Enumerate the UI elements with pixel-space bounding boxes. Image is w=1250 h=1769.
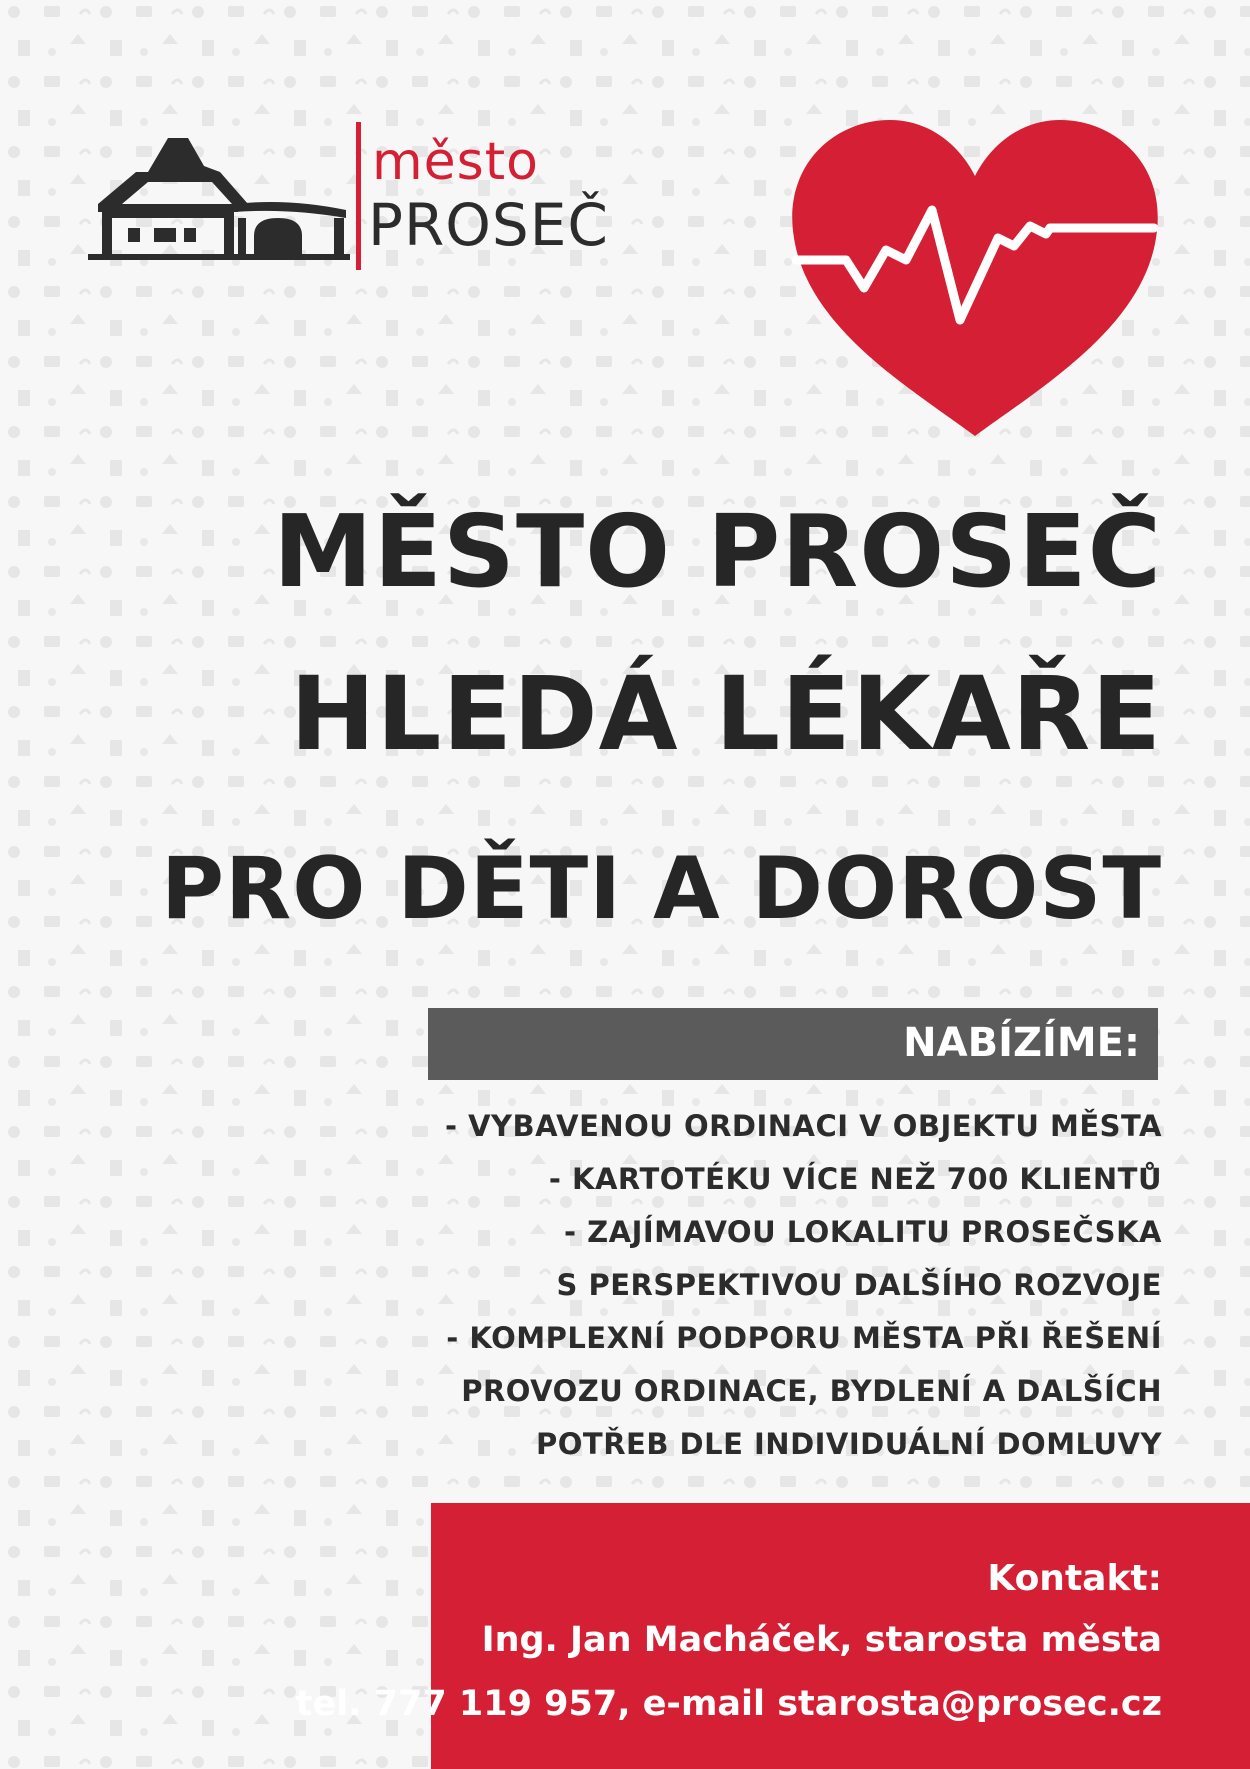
headline-line-1: MĚSTO PROSEČ — [273, 493, 1162, 610]
town-logo — [88, 122, 658, 272]
contact-box — [295, 1503, 1250, 1769]
logo-big-text: PROSEČ — [368, 191, 609, 259]
headline-line-3: PRO DĚTI A DOROST — [161, 839, 1162, 939]
contact-label: Kontakt: — [987, 1558, 1162, 1599]
offer-item: - ZAJÍMAVOU LOKALITU PROSEČSKA — [563, 1215, 1162, 1249]
offer-item: - KOMPLEXNÍ PODPORU MĚSTA PŘI ŘEŠENÍ — [446, 1321, 1162, 1355]
offer-list — [402, 1100, 1162, 1471]
offer-item: S PERSPEKTIVOU DALŠÍHO ROZVOJE — [556, 1268, 1162, 1302]
contact-details: tel. 777 119 957, e-mail starosta@prosec.cz — [295, 1684, 1162, 1724]
offer-item: PROVOZU ORDINACE, BYDLENÍ A DALŠÍCH — [461, 1374, 1162, 1408]
contact-person: Ing. Jan Macháček, starosta města — [481, 1620, 1162, 1660]
offer-label: NABÍZÍME: — [903, 1020, 1140, 1066]
town-house-icon — [88, 132, 350, 260]
offer-item: - VYBAVENOU ORDINACI V OBJEKTU MĚSTA — [444, 1109, 1162, 1143]
offer-header-bar — [428, 1008, 1158, 1080]
logo-divider — [356, 122, 361, 270]
offer-item: POTŘEB DLE INDIVIDUÁLNÍ DOMLUVY — [536, 1427, 1162, 1461]
heart-pulse-icon — [790, 118, 1160, 436]
logo-small-text: město — [372, 132, 539, 192]
headline-line-2: HLEDÁ LÉKAŘE — [289, 655, 1162, 774]
offer-item: - KARTOTÉKU VÍCE NEŽ 700 KLIENTŮ — [548, 1162, 1162, 1196]
